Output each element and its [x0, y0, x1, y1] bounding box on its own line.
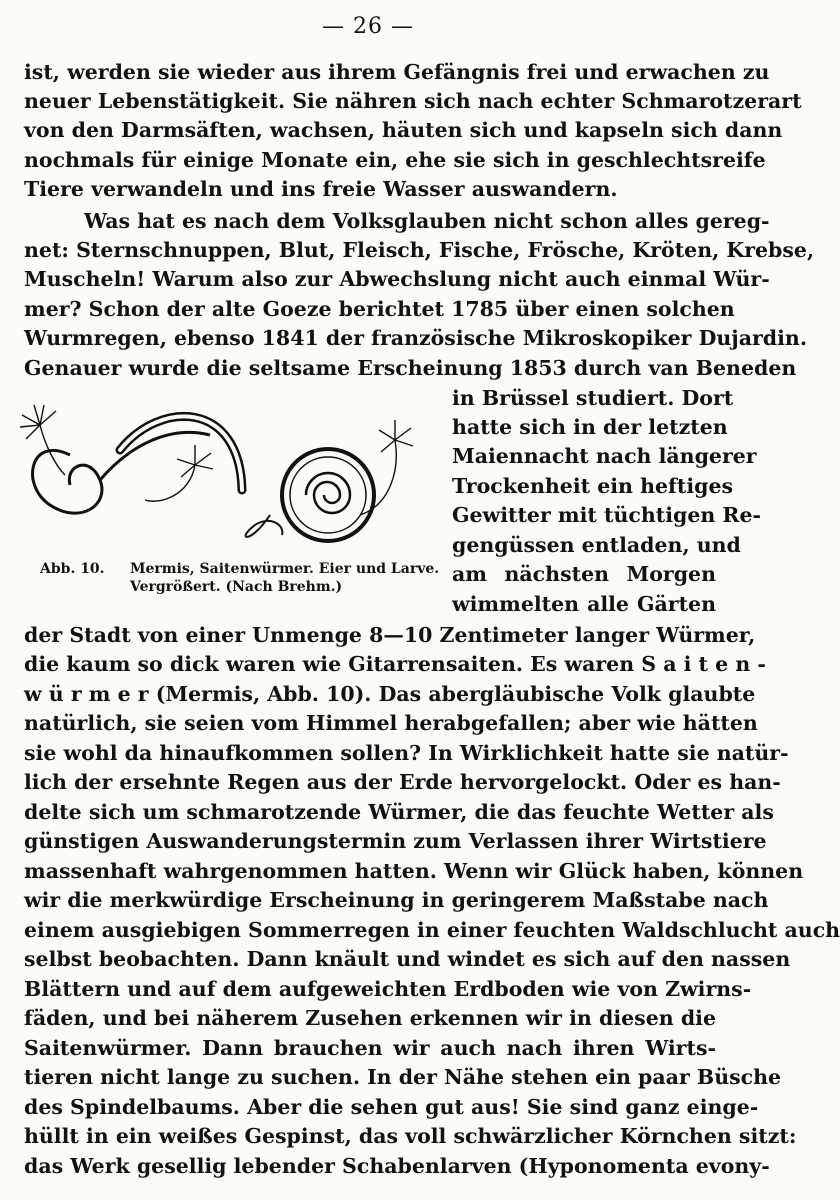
text-line: hatte sich in der letzten — [452, 415, 728, 439]
text-line: das Werk gesellig lebender Schabenlarven (Hyponomenta evony- — [24, 1154, 770, 1178]
text-line: Wurmregen, ebenso 1841 der französische Mikroskopiker Dujardin. — [24, 326, 807, 350]
text-line: einem ausgiebigen Sommerregen in einer feuchten Waldschlucht auch — [24, 918, 840, 942]
text-line: natürlich, sie seien vom Himmel herabgefallen; aber wie hätten — [24, 711, 758, 735]
thread — [246, 515, 283, 537]
text-line: neuer Lebenstätigkeit. Sie nähren sich nach echter Schmarotzerart — [24, 89, 802, 113]
caption-line-2: Vergrößert. (Nach Brehm.) — [130, 579, 343, 595]
tuft-right — [360, 420, 413, 515]
tuft-middle — [145, 445, 213, 501]
mermis-illustration — [10, 395, 442, 585]
text-line: lich der ersehnte Regen aus der Erde hervorgelockt. Oder es han- — [24, 770, 781, 794]
caption-label: Abb. 10. — [40, 561, 105, 577]
text-line: Tiere verwandeln und ins freie Wasser auswandern. — [24, 177, 618, 201]
text-line: am nächsten Morgen — [452, 562, 716, 586]
text-line: Trockenheit ein heftiges — [452, 474, 734, 498]
text-line: hüllt in ein weißes Gespinst, das voll schwärzlicher Körnchen sitzt: — [24, 1124, 797, 1148]
text-line: tieren nicht lange zu suchen. In der Nähe stehen ein paar Büsche — [24, 1065, 782, 1089]
mermis-drawing — [10, 395, 442, 565]
text-line: selbst beobachten. Dann knäult und windet es sich auf den nassen — [24, 947, 791, 971]
text-line: die kaum so dick waren wie Gitarrensaiten. Es waren S a i t e n - — [24, 652, 766, 676]
text-line: in Brüssel studiert. Dort — [452, 386, 734, 410]
text-line: sie wohl da hinaufkommen sollen? In Wirklichkeit hatte sie natür- — [24, 741, 789, 765]
text-line: gengüssen entladen, und — [452, 533, 741, 557]
text-line: günstigen Auswanderungstermin zum Verlassen ihrer Wirtstiere — [24, 829, 767, 853]
caption-line-1: Mermis, Saitenwürmer. Eier und Larve. — [130, 561, 440, 577]
text-line: nochmals für einige Monate ein, ehe sie sich in geschlechtsreife — [24, 148, 766, 172]
text-line: Gewitter mit tüchtigen Re- — [452, 503, 762, 527]
text-line: ist, werden sie wieder aus ihrem Gefängnis frei und erwachen zu — [24, 60, 770, 84]
worm-arc — [120, 416, 242, 490]
text-line: w ü r m e r (Mermis, Abb. 10). Das abergläubische Volk glaubte — [24, 682, 756, 706]
text-line: der Stadt von einer Unmenge 8—10 Zentimeter langer Würmer, — [24, 623, 756, 647]
figure-caption — [40, 560, 460, 596]
text-line: Muscheln! Warum also zur Abwechslung nicht auch einmal Wür- — [24, 267, 770, 291]
text-line: Blättern und auf dem aufgeweichten Erdboden wie von Zwirns- — [24, 977, 752, 1001]
egg — [282, 449, 374, 541]
text-line: wir die merkwürdige Erscheinung in geringerem Maßstabe nach — [24, 888, 769, 912]
tuft-left — [20, 405, 65, 475]
text-line: wimmelten alle Gärten — [452, 592, 716, 616]
text-line: mer? Schon der alte Goeze berichtet 1785 über einen solchen — [24, 297, 735, 321]
text-line: Genauer wurde die seltsame Erscheinung 1853 durch van Beneden — [24, 356, 797, 380]
text-line: Was hat es nach dem Volksglauben nicht schon alles gereg- — [84, 209, 770, 233]
text-line: fäden, und bei näherem Zusehen erkennen wir in diesen die — [24, 1006, 716, 1030]
text-line: Saitenwürmer. Dann brauchen wir auch nach ihren Wirts- — [24, 1036, 716, 1060]
text-line: massenhaft wahrgenommen hatten. Wenn wir Glück haben, können — [24, 859, 804, 883]
text-line: delte sich um schmarotzende Würmer, die das feuchte Wetter als — [24, 800, 774, 824]
text-line: von den Darmsäften, wachsen, häuten sich und kapseln sich dann — [24, 118, 783, 142]
page-number: — 26 — — [322, 14, 414, 39]
text-line: net: Sternschnuppen, Blut, Fleisch, Fische, Frösche, Kröten, Krebse, — [24, 238, 815, 262]
text-line: des Spindelbaums. Aber die sehen gut aus! Sie sind ganz einge- — [24, 1095, 759, 1119]
text-line: Maiennacht nach längerer — [452, 444, 757, 468]
